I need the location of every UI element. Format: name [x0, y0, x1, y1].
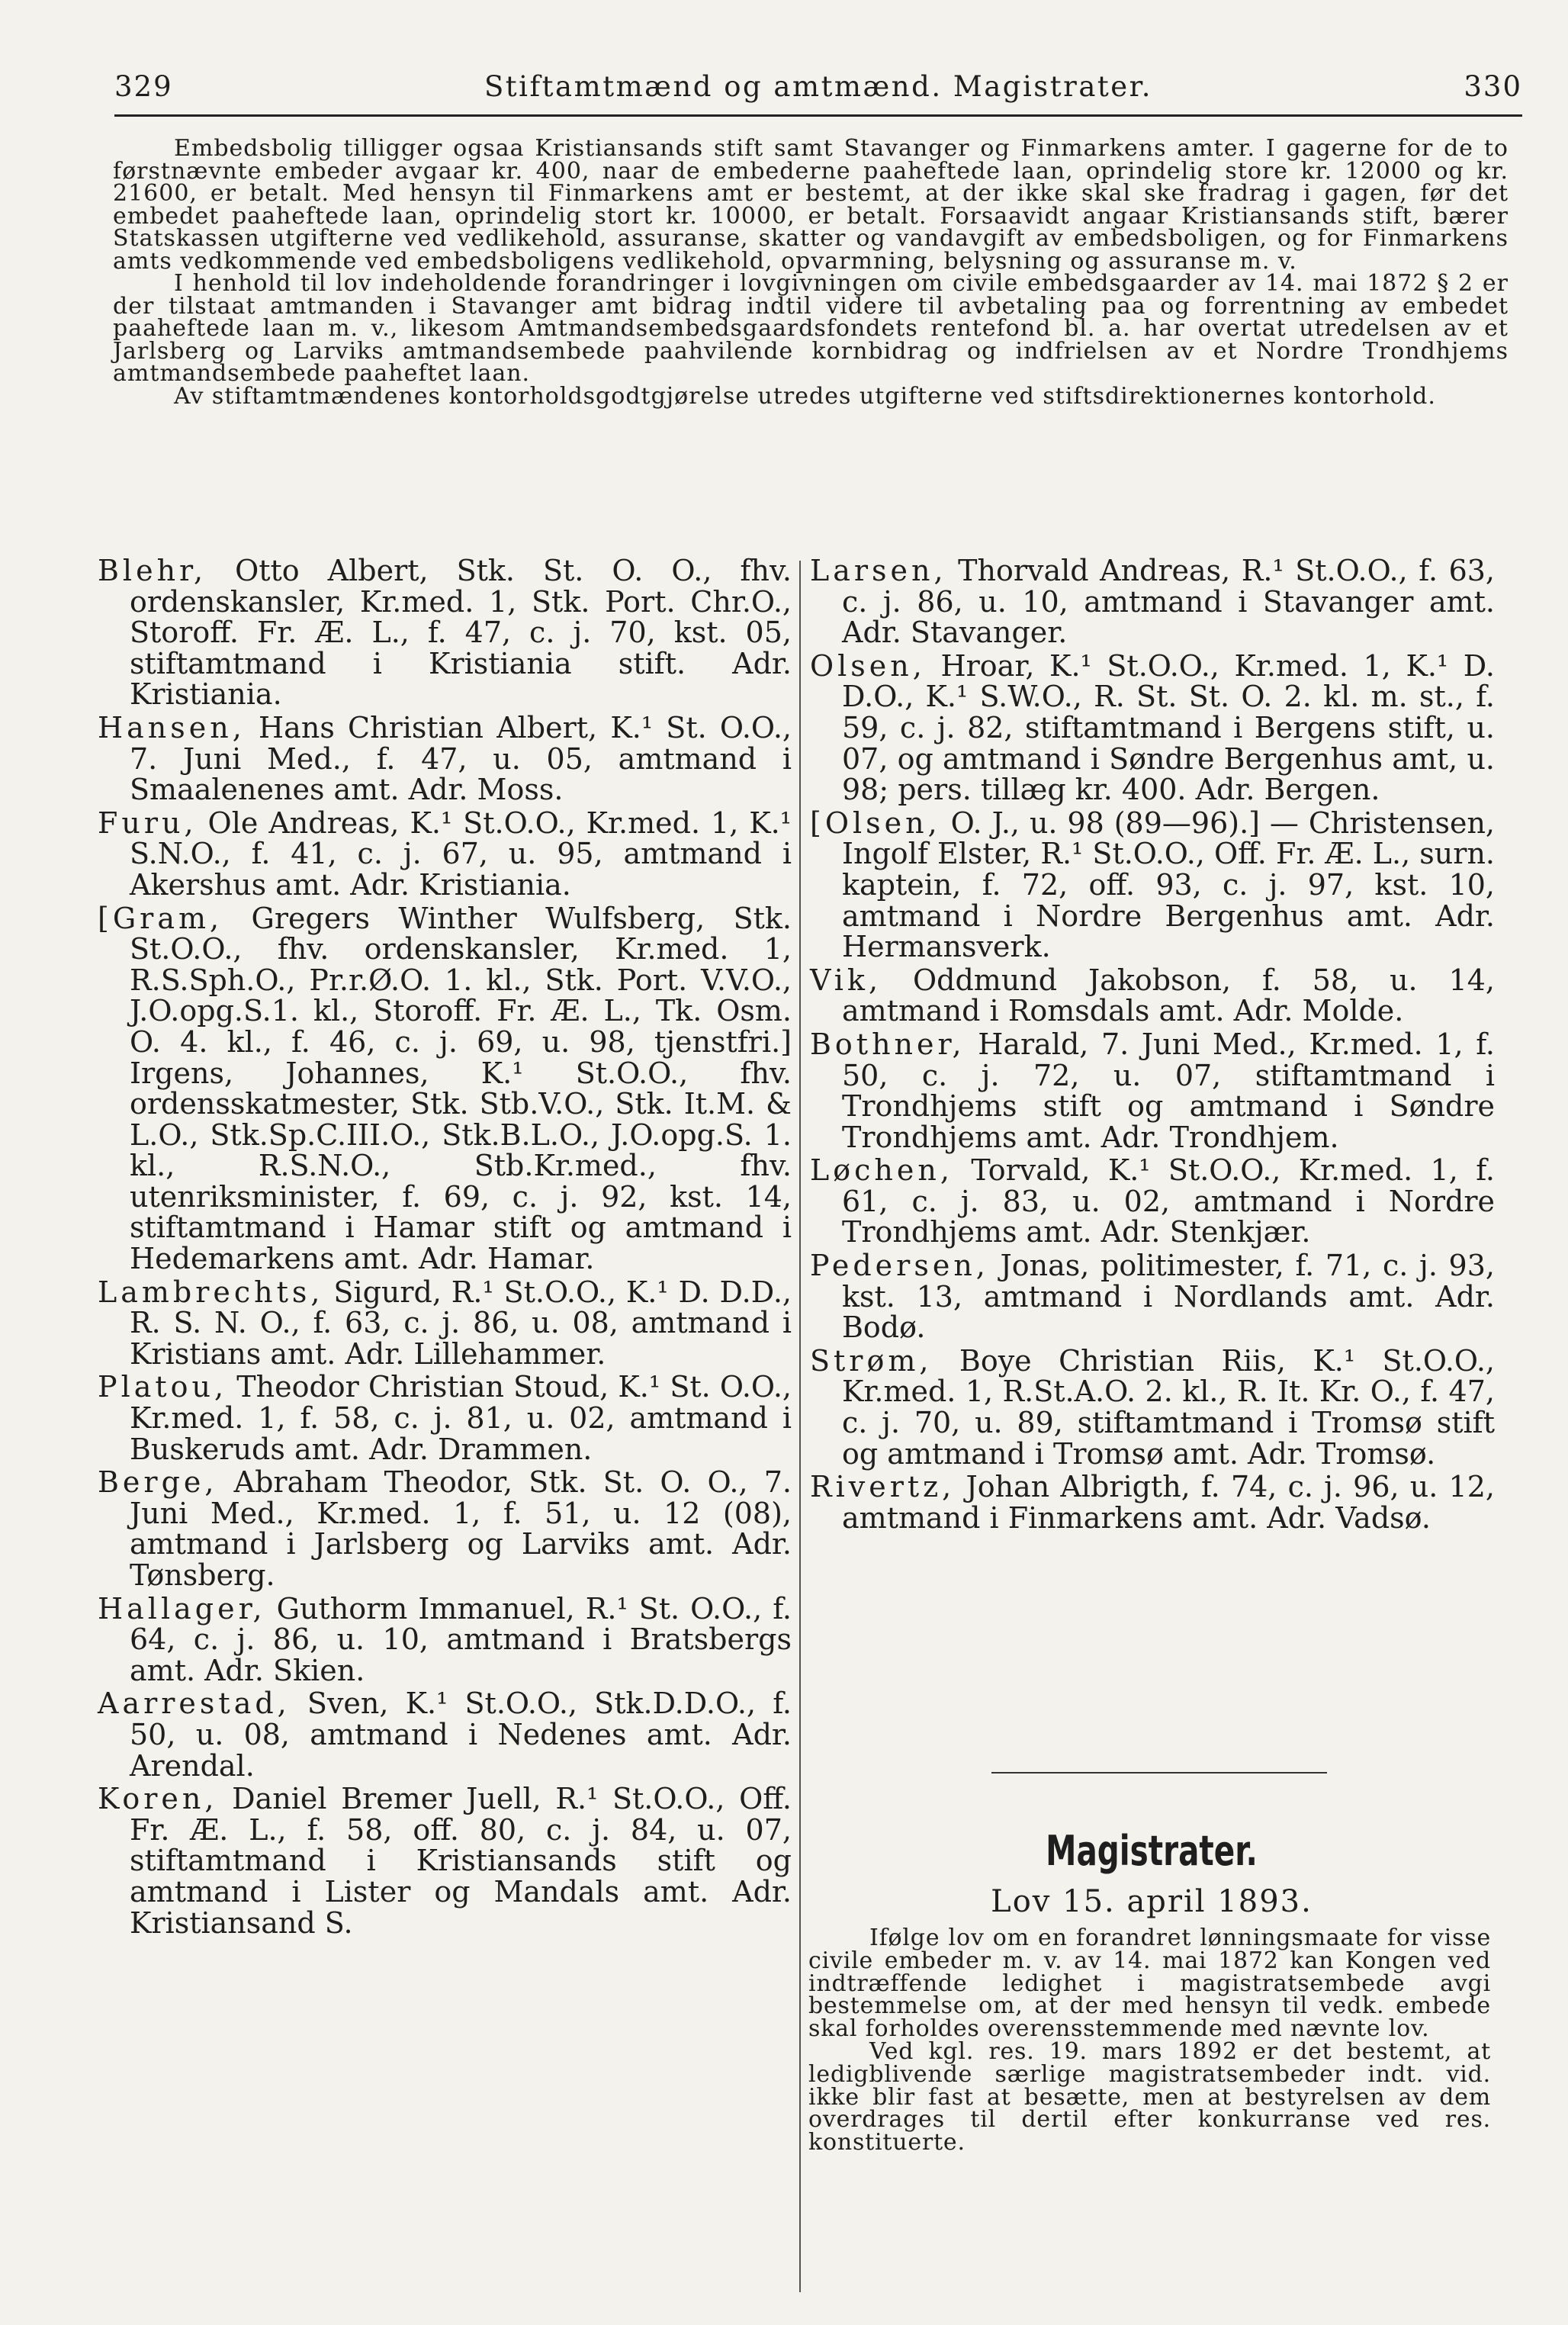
intro-text — [113, 135, 1509, 410]
entry-details: Sigurd, R.¹ St.O.O., K.¹ D. D.D., R. S. N. O., f. 63, c. j. 86, u. 08, amtmand i Kristians amt. Adr. Lillehammer. — [130, 1275, 792, 1371]
entry-surname: Strøm, — [810, 1343, 933, 1378]
entry-surname: Løchen, — [810, 1153, 953, 1188]
entry-surname: Berge, — [98, 1465, 218, 1500]
entry-details: Jonas, politimester, f. 71, c. j. 93, kst. 13, amtmand i Nordlands amt. Adr. Bodø. — [842, 1249, 1495, 1345]
entry-lochen — [810, 1155, 1495, 1248]
page-header — [114, 70, 1522, 116]
entry-aarrestad — [98, 1688, 792, 1781]
entry-details: Thorvald Andreas, R.¹ St.O.O., f. 63, c. j. 86, u. 10, amtmand i Stavanger amt. Adr. Stavanger. — [842, 554, 1495, 650]
entry-blehr — [98, 555, 792, 710]
entry-gram-irgens — [98, 903, 792, 1275]
entry-details: Otto Albert, Stk. St. O. O., fhv. ordenskansler, Kr.med. 1, Stk. Port. Chr.O., Storoff. Fr. Æ. L., f. 47, c. j. 70, kst. 05, stiftamtmand i Kristiania stift. Adr. Kristiania. — [130, 554, 792, 712]
section-subtitle: Lov 15. april 1893. — [991, 1884, 1313, 1919]
entry-details: O. J., u. 98 (89—96).] — Christensen, Ingolf Elster, R.¹ St.O.O., Off. Fr. Æ. L., surn. kaptein, f. 72, off. 93, c. j. 97, kst. 10, amtmand i Nordre Bergenhus amt. Adr. Hermansverk. — [842, 806, 1495, 964]
entry-surname: [Olsen, — [810, 806, 941, 840]
entry-furu — [98, 808, 792, 901]
entry-surname: Platou, — [98, 1370, 228, 1404]
header-rule — [114, 114, 1522, 117]
column-divider — [799, 561, 801, 2292]
entry-olsen-christensen — [810, 808, 1495, 963]
section-title: Magistrater. — [1046, 1827, 1258, 1875]
running-title: Stiftamtmænd og amtmænd. Magistrater. — [484, 70, 1153, 103]
entry-surname: Hallager, — [98, 1591, 266, 1626]
entry-larsen — [810, 555, 1495, 648]
intro-paragraph-3: Av stiftamtmændenes kontorholdsgodtgjørelse utredes utgifterne ved stiftsdirektionernes kontorhold. — [174, 382, 1436, 410]
page-number-left: 329 — [114, 70, 173, 103]
entry-surname: Lambrechts, — [98, 1275, 324, 1309]
page-number-right: 330 — [1464, 70, 1522, 103]
entry-details: Ole Andreas, K.¹ St.O.O., Kr.med. 1, K.¹ S.N.O., f. 41, c. j. 67, u. 95, amtmand i Akershus amt. Adr. Kristiania. — [130, 806, 792, 902]
intro-paragraph-2: I henhold til lov indeholdende forandringer i lovgivningen om civile embedsgaarder av 14. mai 1872 § 2 er der tilstaat amtmanden i Stavanger amt bidrag indtil videre til avbetaling paa og forrentning av embedet paaheftede laan m. v., likesom Amtmandsembedsgaardsfondets rentefond bl. a. har overtat utredelsen av et Jarlsberg og Larviks amtmandsembede paahvilende kornbidrag og indfrielsen av et Nordre Trondhjems amtmandsembede paaheftet laan. — [113, 270, 1509, 387]
entry-surname: Blehr, — [98, 554, 207, 587]
entry-details: Gregers Winther Wulfsberg, Stk. St.O.O., fhv. ordenskansler, Kr.med. 1, R.S.Sph.O., Pr.r.Ø.O. 1. kl., Stk. Port. V.V.O., J.O.opg.S.1. kl., Storoff. Fr. Æ. L., Tk. Osm. O. 4. kl., f. 46, c. j. 69, u. 98, tjenstfri.] Irgens, Johannes, K.¹ St.O.O., fhv. ordensskatmester, Stk. Stb.V.O., Stk. It.M. & L.O., Stk.Sp.C.III.O., Stk.B.L.O., J.O.opg.S. 1. kl., R.S.N.O., Stb.Kr.med., fhv. utenriksminister, f. 69, c. j. 92, kst. 14, stiftamtmand i Hamar stift og amtmand i Hedemarkens amt. Adr. Hamar. — [130, 901, 792, 1276]
entry-berge — [98, 1467, 792, 1590]
entry-details: Johan Albrigth, f. 74, c. j. 96, u. 12, amtmand i Finmarkens amt. Adr. Vadsø. — [842, 1470, 1495, 1535]
section-separator — [991, 1772, 1327, 1773]
entry-surname: Aarrestad, — [98, 1687, 291, 1721]
entry-surname: Hansen, — [98, 710, 246, 744]
entry-strom — [810, 1343, 1495, 1471]
entry-koren — [98, 1783, 792, 1938]
section-paragraph-1: Ifølge lov om en forandret lønningsmaate for visse civile embeder m. v. av 14. mai 1872 kan Kongen ved indtræffende ledighet i magistratsembede avgi bestemmelse om, at der med hensyn til vedk. embede skal forholdes overensstemmende med nævnte lov. — [808, 1925, 1491, 2043]
entry-bothner — [810, 1029, 1495, 1153]
entry-details: Torvald, K.¹ St.O.O., Kr.med. 1, f. 61, c. j. 83, u. 02, amtmand i Nordre Trondhjems amt. Adr. Stenkjær. — [842, 1153, 1495, 1249]
entry-surname: [Gram, — [98, 901, 223, 935]
entry-details: Hans Christian Albert, K.¹ St. O.O., 7. Juni Med., f. 47, u. 05, amtmand i Smaalenenes amt. Adr. Moss. — [130, 710, 792, 807]
entry-surname: Bothner, — [810, 1027, 966, 1061]
left-column — [98, 555, 792, 1941]
section-paragraph-2: Ved kgl. res. 19. mars 1892 er det bestemt, at ledigblivende særlige magistratsembeder indt. vid. ikke blir fast at besætte, men at bestyrelsen av dem overdrages til dertil efter konkurranse ved res. konstituerte. — [808, 2037, 1491, 2156]
entry-platou — [98, 1372, 792, 1465]
entry-surname: Vik, — [810, 963, 882, 997]
entry-surname: Koren, — [98, 1782, 218, 1816]
entry-pedersen — [810, 1250, 1495, 1343]
entry-vik — [810, 965, 1495, 1027]
section-body — [808, 1927, 1491, 2154]
entry-details: Boye Christian Riis, K.¹ St.O.O., Kr.med. 1, R.St.A.O. 2. kl., R. It. Kr. O., f. 47, c. j. 70, u. 89, stiftamtmand i Tromsø stift og amtmand i Tromsø amt. Adr. Tromsø. — [842, 1343, 1495, 1471]
entry-details: Harald, 7. Juni Med., Kr.med. 1, f. 50, c. j. 72, u. 07, stiftamtmand i Trondhjems stift og amtmand i Søndre Trondhjems amt. Adr. Trondhjem. — [842, 1027, 1495, 1154]
entry-olsen — [810, 648, 1495, 807]
entry-hansen — [98, 712, 792, 806]
entry-details: Sven, K.¹ St.O.O., Stk.D.D.O., f. 50, u. 08, amtmand i Nedenes amt. Adr. Arendal. — [130, 1687, 792, 1783]
entry-surname: Rivertz, — [810, 1470, 956, 1504]
entry-surname: Olsen, — [810, 648, 926, 683]
entry-hallager — [98, 1593, 792, 1687]
entry-rivertz — [810, 1471, 1495, 1533]
entry-lambrechts — [98, 1277, 792, 1370]
entry-details: Daniel Bremer Juell, R.¹ St.O.O., Off. Fr. Æ. L., f. 58, off. 80, c. j. 84, u. 07, stiftamtmand i Kristiansands stift og amtmand i Lister og Mandals amt. Adr. Kristiansand S. — [130, 1782, 792, 1940]
entry-details: Hroar, K.¹ St.O.O., Kr.med. 1, K.¹ D. D.O., K.¹ S.W.O., R. St. St. O. 2. kl. m. st., f. 59, c. j. 82, stiftamtmand i Bergens stift, u. 07, og amtmand i Søndre Bergenhus amt, u. 98; pers. tillæg kr. 400. Adr. Bergen. — [842, 648, 1495, 807]
entry-details: Guthorm Immanuel, R.¹ St. O.O., f. 64, c. j. 86, u. 10, amtmand i Bratsbergs amt. Adr. Skien. — [130, 1591, 792, 1687]
right-column — [810, 555, 1495, 1536]
entry-details: Theodor Christian Stoud, K.¹ St. O.O., Kr.med. 1, f. 58, c. j. 81, u. 02, amtmand i Buskeruds amt. Adr. Drammen. — [130, 1370, 792, 1466]
entry-details: Abraham Theodor, Stk. St. O. O., 7. Juni Med., Kr.med. 1, f. 51, u. 12 (08), amtmand i Jarlsberg og Larviks amt. Adr. Tønsberg. — [130, 1465, 792, 1592]
entry-surname: Pedersen, — [810, 1249, 989, 1283]
entry-details: Oddmund Jakobson, f. 58, u. 14, amtmand i Romsdals amt. Adr. Molde. — [842, 963, 1495, 1028]
entry-surname: Larsen, — [810, 554, 947, 587]
intro-paragraph-1: Embedsbolig tilligger ogsaa Kristiansands stift samt Stavanger og Finmarkens amter. I gagerne for de to førstnævnte embeder avgaar kr. 400, naar de embederne paaheftede laan, oprindelig store kr. 12000 og kr. 21600, er betalt. Med hensyn til Finmarkens amt er bestemt, at der ikke skal ske fradrag i gagen, før det embedet paaheftede laan, oprindelig stort kr. 10000, er betalt. Forsaavidt angaar Kristiansands stift, bærer Statskassen utgifterne ved vedlikehold, assuranse, skatter og vandavgift av embedsboligen, og for Finmarkens amts vedkommende ved embedsboligens vedlikehold, opvarmning, belysning og assuranse m. v. — [113, 135, 1509, 275]
entry-surname: Furu, — [98, 806, 198, 840]
